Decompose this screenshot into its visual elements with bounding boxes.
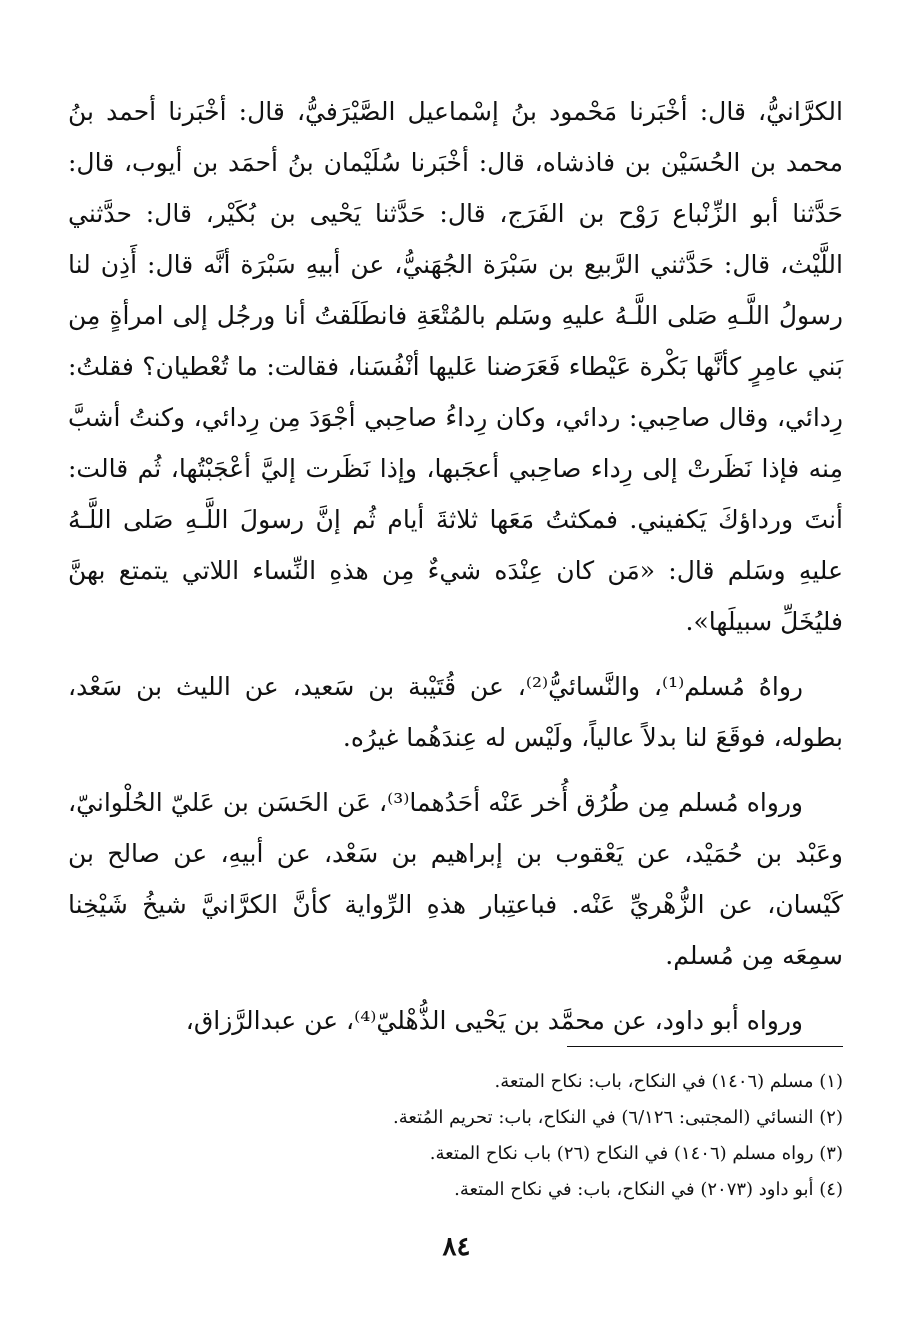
- main-text: [68, 86, 843, 1046]
- footnote-2: (٢) النسائي (المجتبى: ٦/١٢٦) في النكاح، باب: تحريم المُتعة.: [392, 1107, 843, 1128]
- paragraph-other-routes: ورواه مُسلم مِن طُرُق أُخر عَنْه أحَدُهما⁽³⁾، عَن الحَسَن بن عَليّ الحُلْوانيّ، وعَبْد بن حُمَيْد، عن يَعْقوب بن إبراهيم بن سَعْد، عن أبيهِ، عن صالح بن كَيْسان، عن الزُّهْريِّ عَنْه. فباعتِبار هذهِ الرِّواية كأنَّ الكرَّانيَّ شيخُ شَيْخِنا سمِعَه مِن مُسلم.: [68, 788, 843, 970]
- footnote-4: (٤) أبو داود (٢٠٧٣) في النكاح، باب: في نكاح المتعة.: [454, 1179, 843, 1200]
- footnotes-list: [68, 1064, 843, 1208]
- paragraph-hadith-narration: الكرَّانيُّ، قال: أخْبَرنا مَحْمود بنُ إسْماعيل الصَّيْرَفيُّ، قال: أخْبَرنا أحمد بنُ محمد بن الحُسَيْن بن فاذشاه، قال: أخْبَرنا سُلَيْمان بنُ أحمَد بن أيوب، قال: حَدَّثنا أبو الزِّنْباع رَوْح بن الفَرَج، قال: حَدَّثنا يَحْيى بن بُكَيْر، قال: حدَّثني اللَّيْث، قال: حَدَّثني الرَّبيع بن سَبْرَة الجُهَنيُّ، عن أبيهِ سَبْرَة أنَّه قال: أَذِن لنا رسولُ اللَّـهِ صَلى اللَّـهُ عليهِ وسَلم بالمُتْعَةِ فانطَلَقتُ أنا ورجُل إلى امرأةٍ مِن بَني عامِرٍ كأنَّها بَكْرة عَيْطاء فَعَرَضنا عَليها أنْفُسَنا، فقالت: ما تُعْطيان؟ فقلتُ: رِدائي، وقال صاحِبي: ردائي، وكان رِداءُ صاحِبي أجْوَدَ مِن رِدائي، وكنتُ أشبَّ مِنه فإذا نَظَرتْ إلى رِداء صاحِبي أعجَبها، وإذا نَظَرت إليَّ أعْجَبْتُها، ثُم قالت: أنتَ ورداؤكَ يَكفيني. فمكثتُ مَعَها ثلاثةَ أيام ثُم إنَّ رسولَ اللَّـهِ صَلى اللَّـهُ عليهِ وسَلم قال: «مَن كان عِنْدَه شيءٌ مِن هذهِ النِّساء اللاتي يتمتع بهنَّ فليُخَلِّ سبيلَها».: [68, 97, 843, 636]
- paragraph-abu-dawud: ورواه أبو داود، عن محمَّد بن يَحْيى الذُّهْليّ⁽⁴⁾، عن عبدالرَّزاق،: [185, 1006, 803, 1035]
- page-number: ٨٤: [442, 1232, 471, 1262]
- footnote-3: (٣) رواه مسلم (١٤٠٦) في النكاح (٢٦) باب نكاح المتعة.: [429, 1143, 843, 1164]
- paragraph-muslim-nasai: رواهُ مُسلم⁽¹⁾، والنَّسائيُّ⁽²⁾، عن قُتَيْبة بن سَعيد، عن الليث بن سَعْد، بطوله، فوقَعَ لنا بدلاً عالياً، ولَيْس له عِندَهُما غيرُه.: [68, 672, 843, 752]
- footnote-1: (١) مسلم (١٤٠٦) في النكاح، باب: نكاح المتعة.: [494, 1071, 843, 1092]
- footnote-divider: [567, 1046, 843, 1047]
